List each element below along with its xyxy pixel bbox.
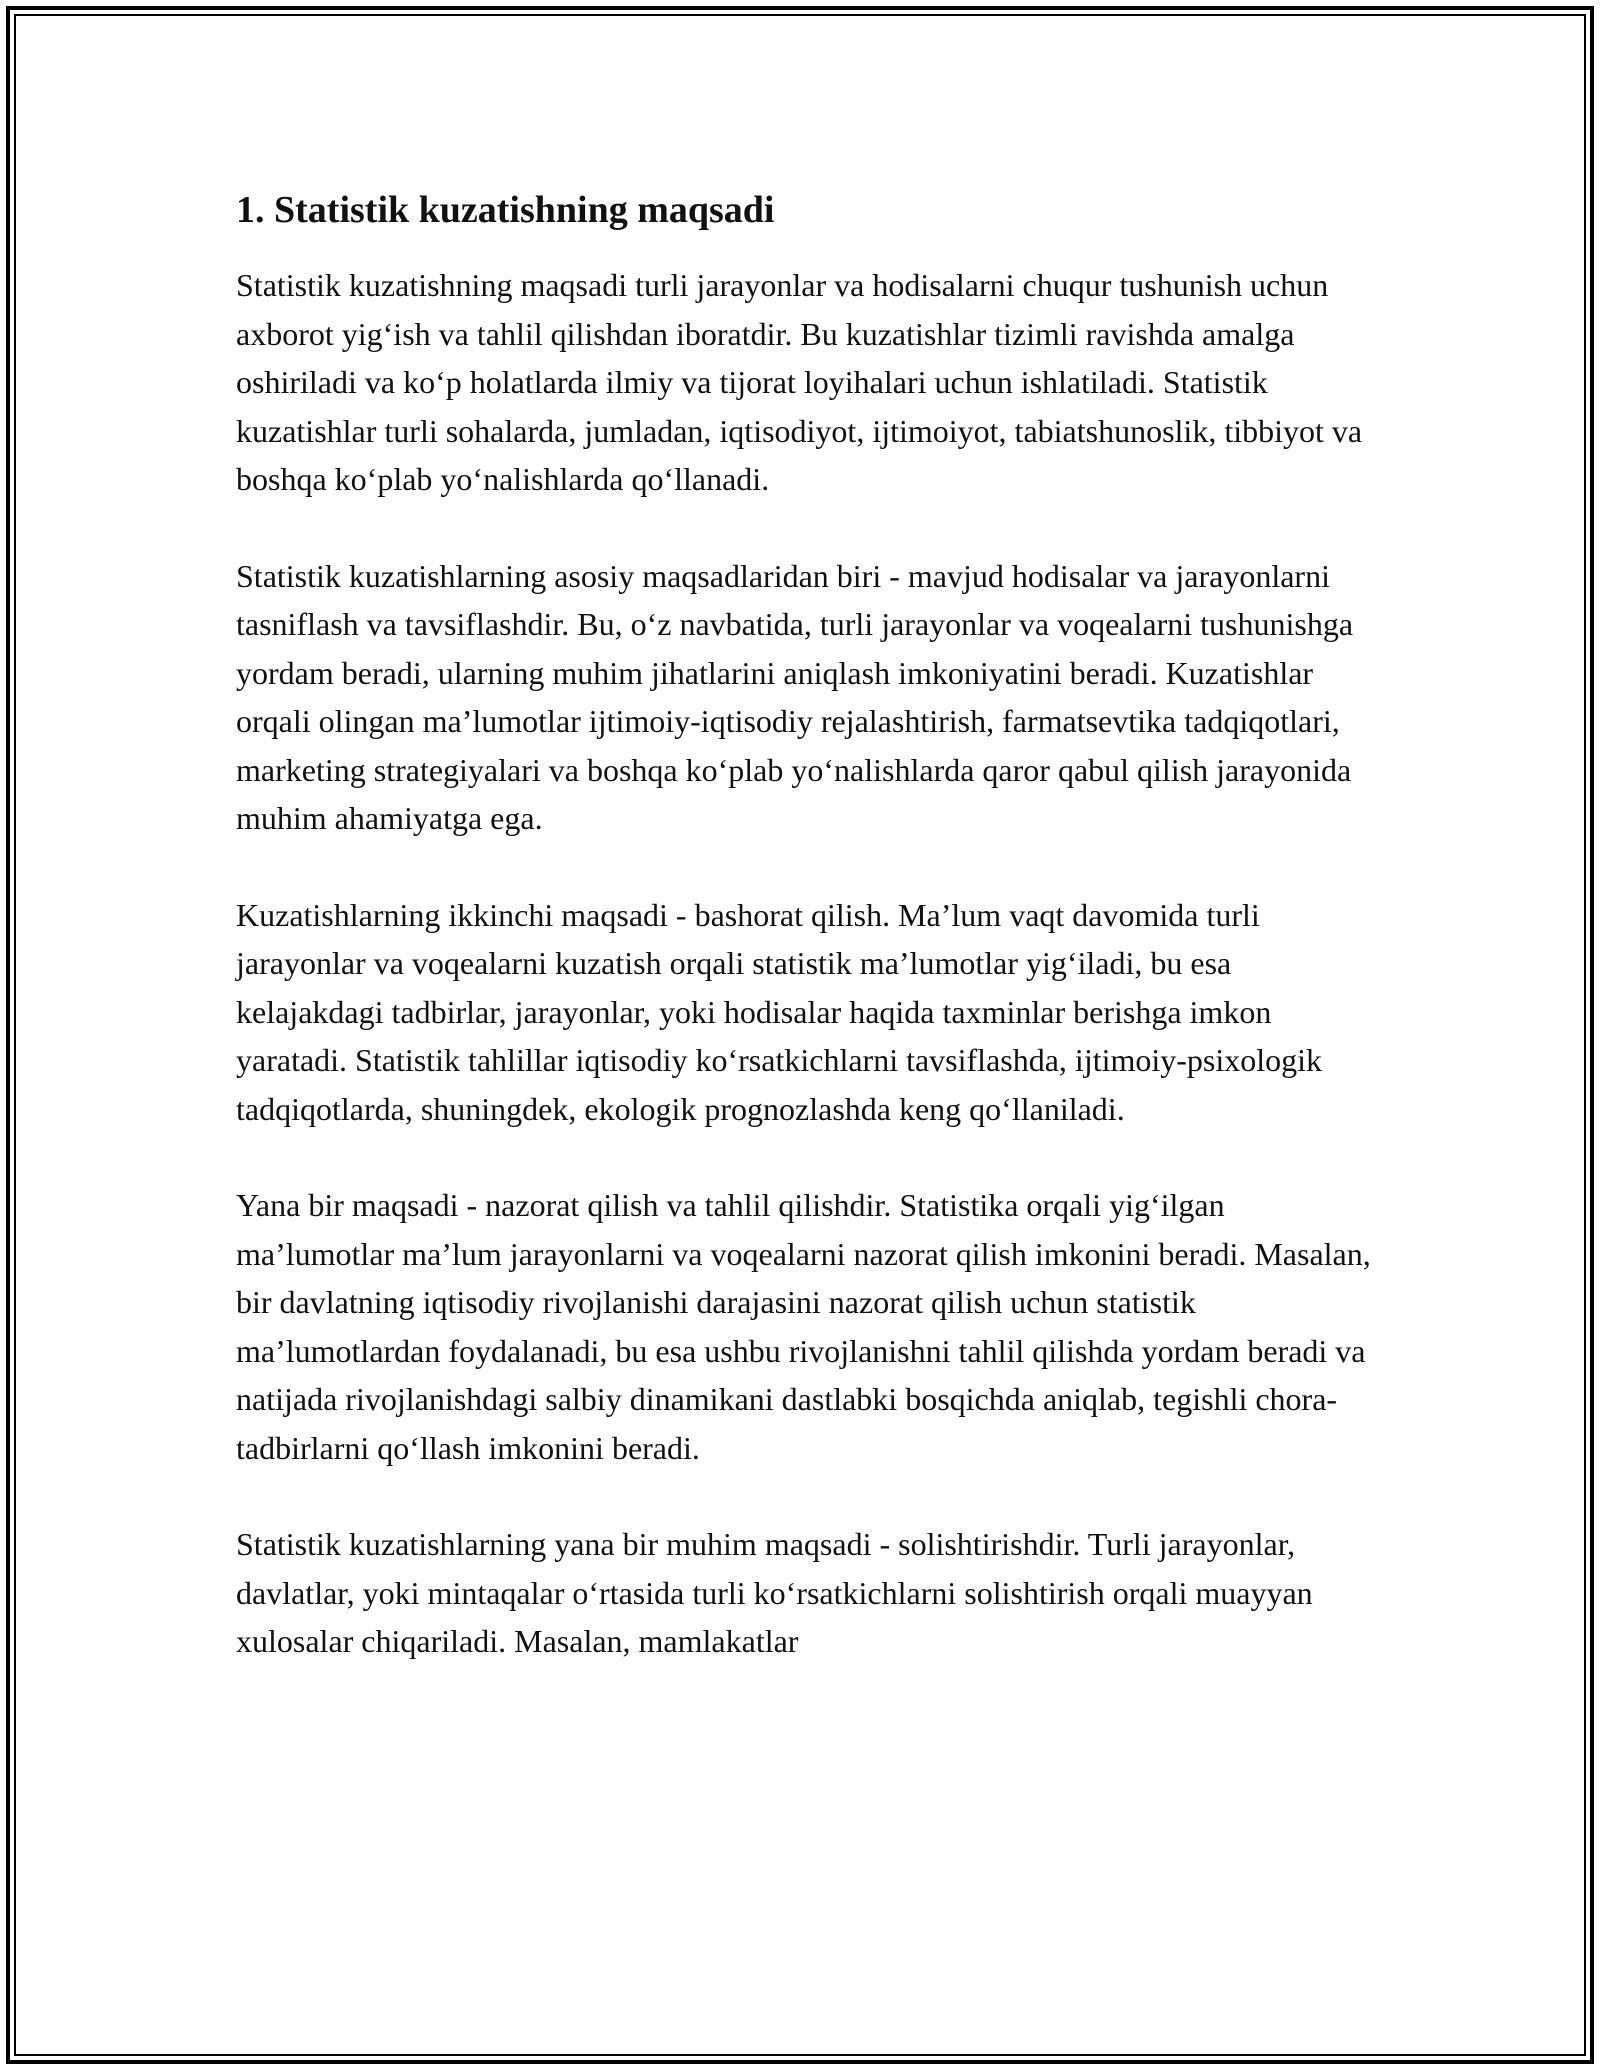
paragraph-1: Statistik kuzatishning maqsadi turli jarayonlar va hodisalarni chuqur tushunish uchun axborot yig‘ish va tahlil qilishdan iboratdir. Bu kuzatishlar tizimli ravishda amalga oshiriladi va ko‘p holatlarda ilmiy va tijorat loyihalari uchun ishlatiladi. Statistik kuzatishlar turli sohalarda, jumladan, iqtisodiyot, ijtimoiyot, tabiatshunoslik, tibbiyot va boshqa ko‘plab yo‘nalishlarda qo‘llanadi. — [236, 267, 1363, 498]
paragraph-4: Yana bir maqsadi - nazorat qilish va tahlil qilishdir. Statistika orqali yig‘ilgan ma’lumotlar ma’lum jarayonlarni va voqealarni nazorat qilish imkonini beradi. Masalan, bir davlatning iqtisodiy rivojlanishi darajasini nazorat qilish uchun statistik ma’lumotlardan foydalanadi, bu esa ushbu rivojlanishni tahlil qilishda yordam beradi va natijada rivojlanishdagi salbiy dinamikani dastlabki bosqichda aniqlab, tegishli chora-tadbirlarni qo‘llash imkonini beradi. — [236, 1187, 1371, 1466]
document-body — [236, 186, 1376, 1714]
paragraph-2: Statistik kuzatishlarning asosiy maqsadlaridan biri - mavjud hodisalar va jarayonlarni tasniflash va tavsiflashdir. Bu, o‘z navbatida, turli jarayonlar va voqealarni tushunishga yordam beradi, ularning muhim jihatlarini aniqlash imkoniyatini beradi. Kuzatishlar orqali olingan ma’lumotlar ijtimoiy-iqtisodiy rejalashtirish, farmatsevtika tadqiqotlari, marketing strategiyalari va boshqa ko‘plab yo‘nalishlarda qaror qabul qilish jarayonida muhim ahamiyatga ega. — [236, 557, 1354, 837]
paragraph-3: Kuzatishlarning ikkinchi maqsadi - bashorat qilish. Ma’lum vaqt davomida turli jarayonlar va voqealarni kuzatish orqali statistik ma’lumotlar yig‘iladi, bu esa kelajakdagi tadbirlar, jarayonlar, yoki hodisalar haqida taxminlar berishga imkon yaratadi. Statistik tahlillar iqtisodiy ko‘rsatkichlarni tavsiflashda, ijtimoiy-psixologik tadqiqotlarda, shuningdek, ekologik prognozlashda keng qo‘llaniladi. — [236, 896, 1323, 1127]
paragraph-5: Statistik kuzatishlarning yana bir muhim maqsadi - solishtirishdir. Turli jarayonlar, davlatlar, yoki mintaqalar o‘rtasida turli ko‘rsatkichlarni solishtirish orqali muayyan xulosalar chiqariladi. Masalan, mamlakatlar — [236, 1526, 1313, 1660]
section-heading: 1. Statistik kuzatishning maqsadi — [236, 189, 775, 231]
